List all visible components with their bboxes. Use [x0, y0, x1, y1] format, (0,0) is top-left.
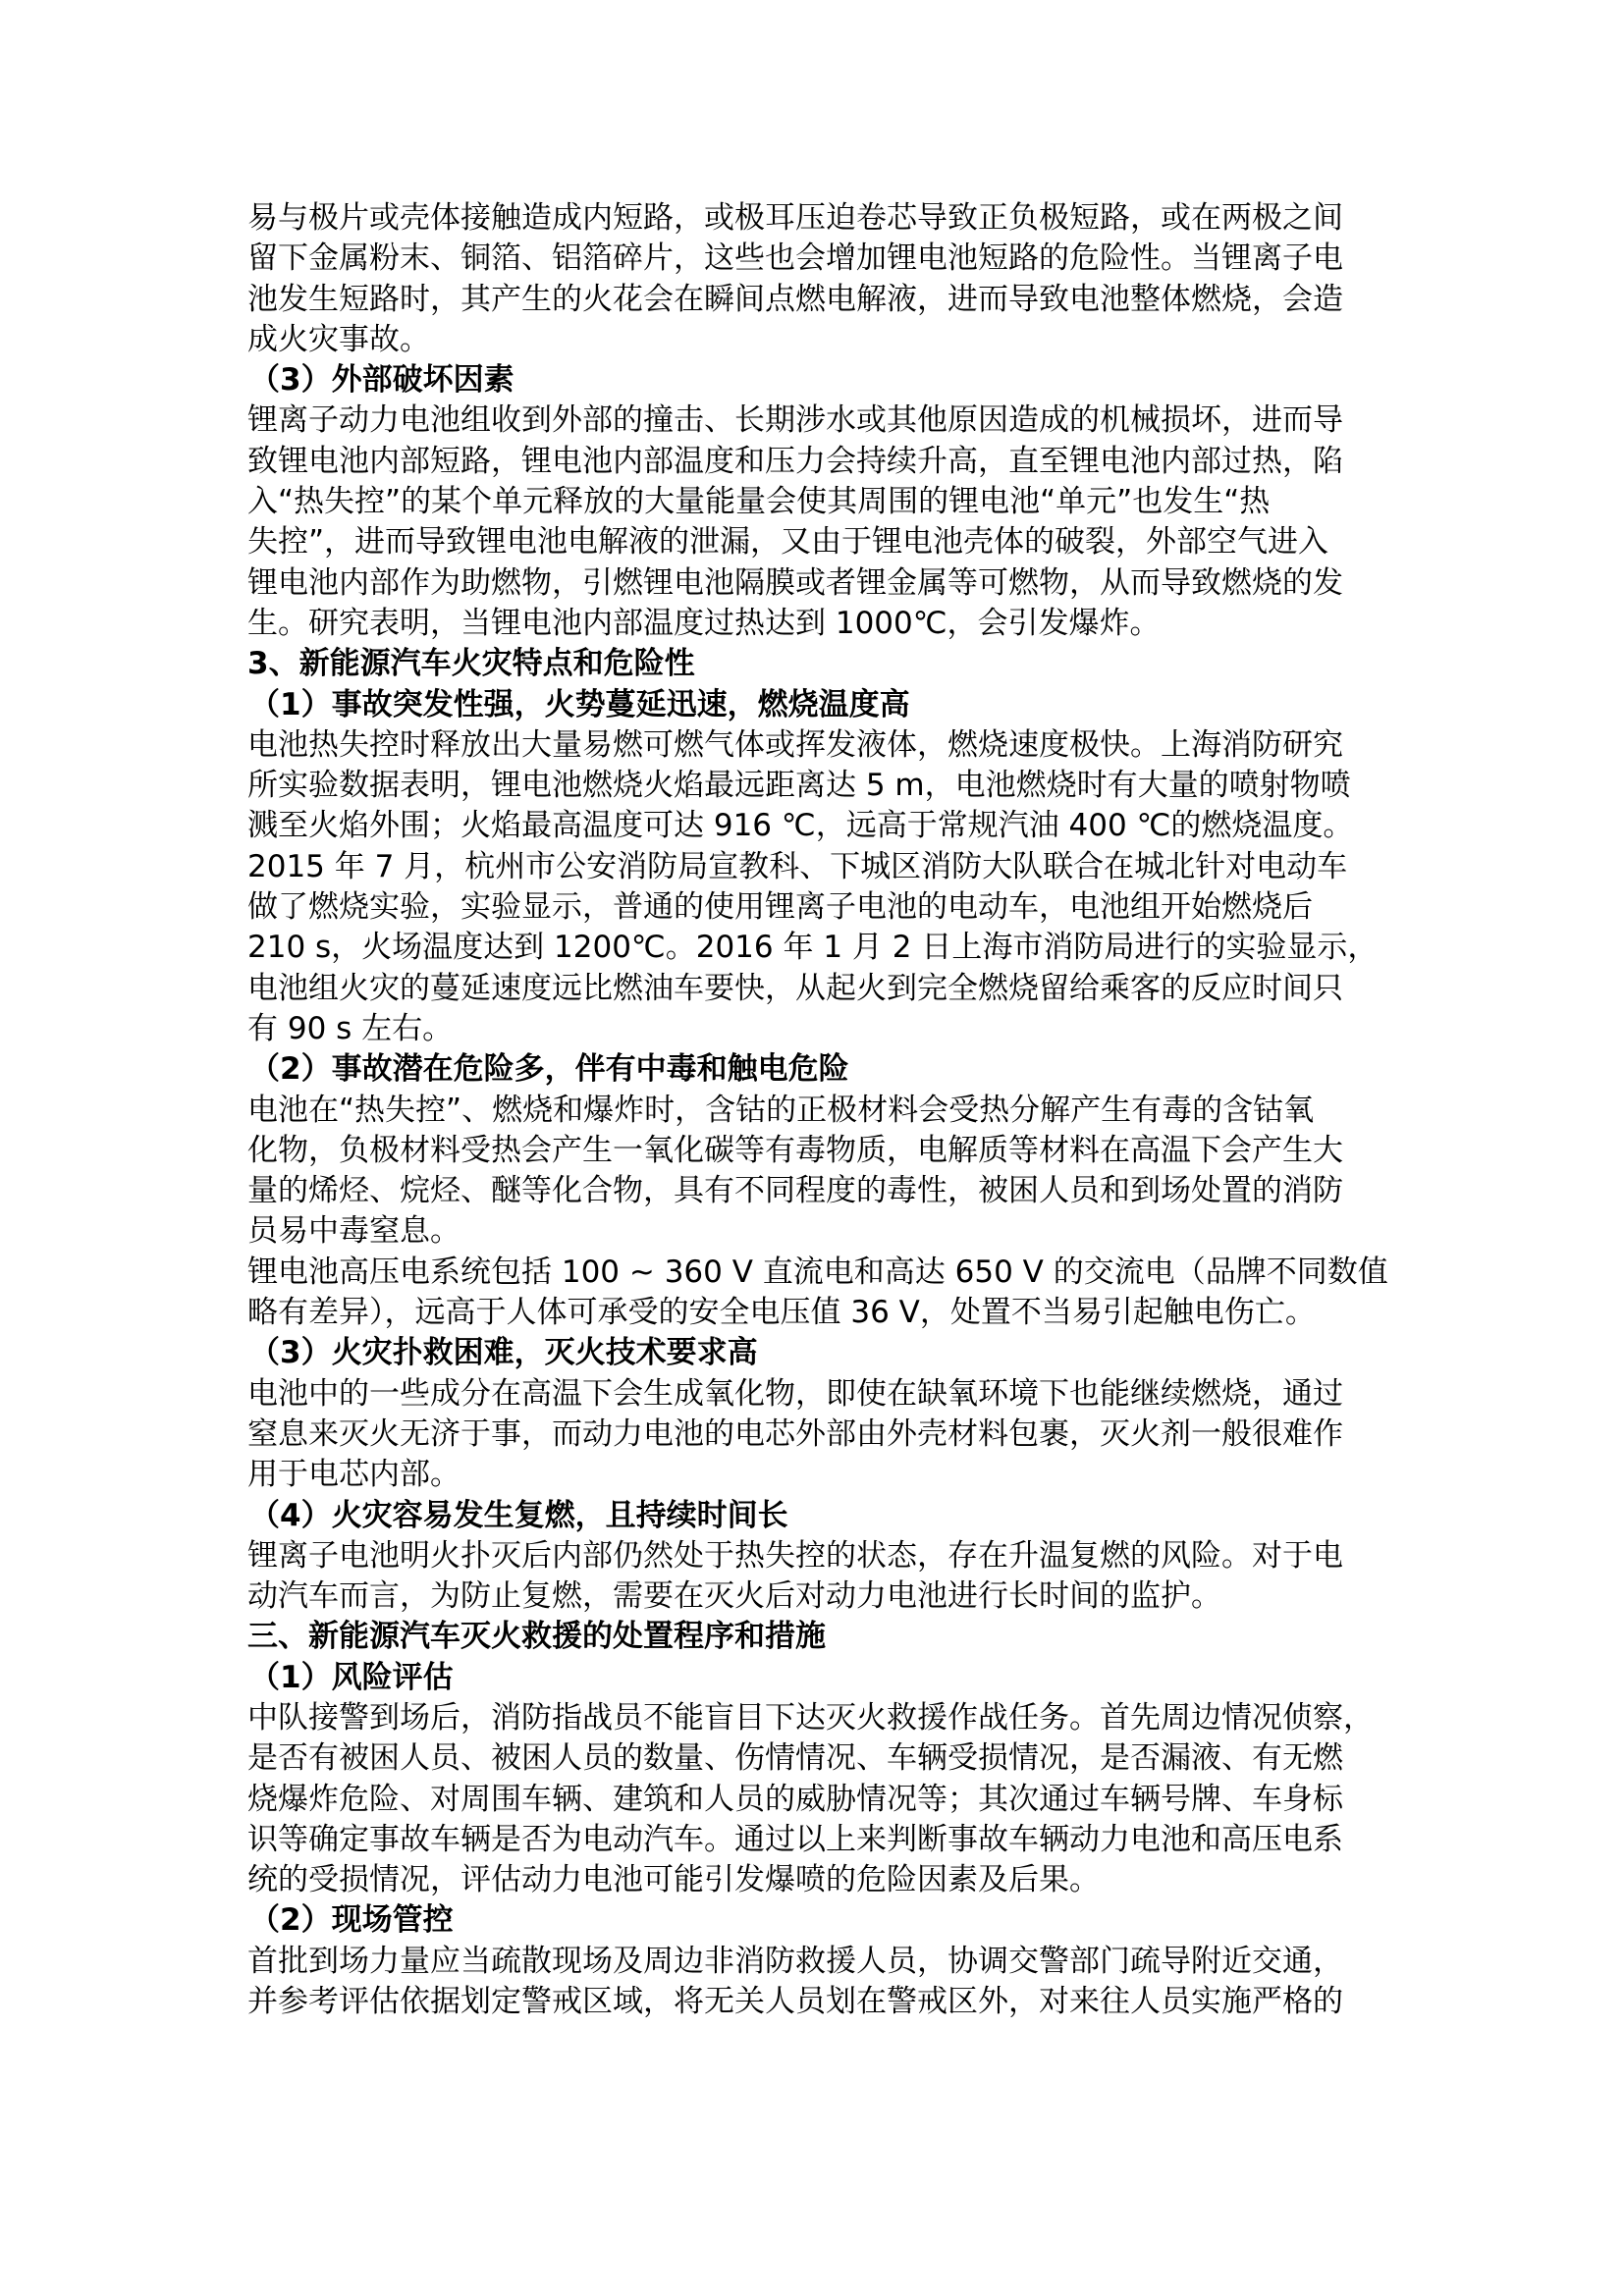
subheading-text: （3）火灾扑救困难，灭火技术要求高 — [249, 1335, 758, 1371]
subheading-hard-to-extinguish — [247, 1333, 1386, 1373]
paragraph-toxic — [247, 1091, 1386, 1253]
subheading-text: （1）风险评估 — [249, 1659, 454, 1695]
text-line: 溅至火焰外围；火焰最高温度可达 916 ℃，远高于常规汽油 400 ℃的燃烧温度。 — [247, 808, 1354, 844]
text-line: 化物，负极材料受热会产生一氧化碳等有毒物质，电解质等材料在高温下会产生大 — [247, 1132, 1343, 1168]
text-line: 锂离子电池明火扑灭后内部仍然处于热失控的状态，存在升温复燃的风险。对于电 — [247, 1537, 1343, 1574]
text-line: 失控”，进而导致锂电池电解液的泄漏，又由于锂电池壳体的破裂，外部空气进入 — [247, 524, 1329, 561]
text-line: 烧爆炸危险、对周围车辆、建筑和人员的威胁情况等；其次通过车辆号牌、车身标 — [247, 1781, 1343, 1817]
text-line: 动汽车而言，为防止复燃，需要在灭火后对动力电池进行长时间的监护。 — [247, 1578, 1221, 1615]
text-line: 做了燃烧实验，实验显示，普通的使用锂离子电池的电动车，电池组开始燃烧后 — [247, 889, 1313, 926]
text-line: 略有差异），远高于人体可承受的安全电压值 36 V，处置不当易引起触电伤亡。 — [247, 1295, 1316, 1331]
subheading-text: （2）事故潜在危险多，伴有中毒和触电危险 — [249, 1051, 849, 1088]
subheading-risk-assessment — [247, 1658, 1386, 1698]
text-line: 量的烯烃、烷烃、醚等化合物，具有不同程度的毒性，被困人员和到场处置的消防 — [247, 1173, 1343, 1209]
subheading-sudden-accident — [247, 685, 1386, 725]
document-page — [247, 198, 1386, 2022]
text-line: 池发生短路时，其产生的火花会在瞬间点燃电解液，进而导致电池整体燃烧，会造 — [247, 281, 1343, 317]
paragraph-high-voltage — [247, 1253, 1386, 1334]
text-line: 并参考评估依据划定警戒区域，将无关人员划在警戒区外，对来往人员实施严格的 — [247, 1984, 1343, 2020]
text-line: 是否有被困人员、被困人员的数量、伤情情况、车辆受损情况，是否漏液、有无燃 — [247, 1740, 1343, 1777]
paragraph-reignition — [247, 1536, 1386, 1618]
text-line: 用于电芯内部。 — [247, 1457, 460, 1493]
text-line: 生。研究表明，当锂电池内部温度过热达到 1000℃，会引发爆炸。 — [247, 605, 1161, 641]
subheading-text: （2）现场管控 — [249, 1902, 454, 1939]
paragraph-thermal-runaway — [247, 725, 1386, 1049]
text-line: 电池组火灾的蔓延速度远比燃油车要快，从起火到完全燃烧留给乘客的反应时间只 — [247, 970, 1343, 1006]
subheading-text: （1）事故突发性强，火势蔓延迅速，燃烧温度高 — [249, 686, 910, 722]
heading-rescue-procedure — [247, 1617, 1386, 1657]
paragraph-risk-assessment — [247, 1698, 1386, 1900]
subheading-text: （3）外部破坏因素 — [249, 362, 514, 399]
paragraph-external-damage — [247, 400, 1386, 644]
text-line: 员易中毒窒息。 — [247, 1213, 460, 1250]
heading-fire-characteristics — [247, 644, 1386, 684]
subheading-reignition — [247, 1496, 1386, 1536]
text-line: 所实验数据表明，锂电池燃烧火焰最远距离达 5 m，电池燃烧时有大量的喷射物喷 — [247, 768, 1351, 804]
section-heading: 3、新能源汽车火灾特点和危险性 — [247, 646, 695, 682]
text-line: 电池中的一些成分在高温下会生成氧化物，即使在缺氧环境下也能继续燃烧，通过 — [247, 1375, 1343, 1412]
text-line: 识等确定事故车辆是否为电动汽车。通过以上来判断事故车辆动力电池和高压电系 — [247, 1821, 1343, 1857]
text-line: 有 90 s 左右。 — [247, 1010, 454, 1046]
text-line: 中队接警到场后，消防指战员不能盲目下达灭火救援作战任务。首先周边情况侦察， — [247, 1699, 1374, 1735]
subheading-text: （4）火灾容易发生复燃，且持续时间长 — [249, 1497, 788, 1533]
subheading-site-control — [247, 1900, 1386, 1941]
text-line: 统的受损情况，评估动力电池可能引发爆喷的危险因素及后果。 — [247, 1862, 1100, 1898]
text-line: 锂电池高压电系统包括 100 ~ 360 V 直流电和高达 650 V 的交流电（品牌不同数值 — [247, 1254, 1388, 1290]
text-line: 窒息来灭火无济于事，而动力电池的电芯外部由外壳材料包裹，灭火剂一般很难作 — [247, 1415, 1343, 1452]
paragraph-site-control — [247, 1942, 1386, 2023]
paragraph-oxidation — [247, 1374, 1386, 1496]
subheading-external-damage — [247, 360, 1386, 400]
text-line: 易与极片或壳体接触造成内短路，或极耳压迫卷芯导致正负极短路，或在两极之间 — [247, 200, 1343, 236]
text-line: 留下金属粉末、铜箔、铝箔碎片，这些也会增加锂电池短路的危险性。当锂离子电 — [247, 240, 1343, 277]
text-line: 电池热失控时释放出大量易燃可燃气体或挥发液体，燃烧速度极快。上海消防研究 — [247, 726, 1343, 763]
text-line: 入“热失控”的某个单元释放的大量能量会使其周围的锂电池“单元”也发生“热 — [247, 484, 1271, 520]
text-line: 210 s，火场温度达到 1200℃。2016 年 1 月 2 日上海市消防局进行的实验显示， — [247, 930, 1379, 966]
paragraph-short-circuit-cont — [247, 198, 1386, 360]
text-line: 2015 年 7 月，杭州市公安消防局宣教科、下城区消防大队联合在城北针对电动车 — [247, 848, 1348, 884]
subheading-poison-shock — [247, 1049, 1386, 1090]
text-line: 锂电池内部作为助燃物，引燃锂电池隔膜或者锂金属等可燃物，从而导致燃烧的发 — [247, 564, 1343, 601]
text-line: 电池在“热失控”、燃烧和爆炸时，含钴的正极材料会受热分解产生有毒的含钴氧 — [247, 1092, 1315, 1128]
section-heading: 三、新能源汽车灭火救援的处置程序和措施 — [247, 1619, 826, 1655]
text-line: 成火灾事故。 — [247, 321, 430, 357]
text-line: 首批到场力量应当疏散现场及周边非消防救援人员，协调交警部门疏导附近交通， — [247, 1943, 1343, 1979]
text-line: 锂离子动力电池组收到外部的撞击、长期涉水或其他原因造成的机械损坏，进而导 — [247, 402, 1343, 439]
text-line: 致锂电池内部短路，锂电池内部温度和压力会持续升高，直至锂电池内部过热，陷 — [247, 443, 1343, 479]
